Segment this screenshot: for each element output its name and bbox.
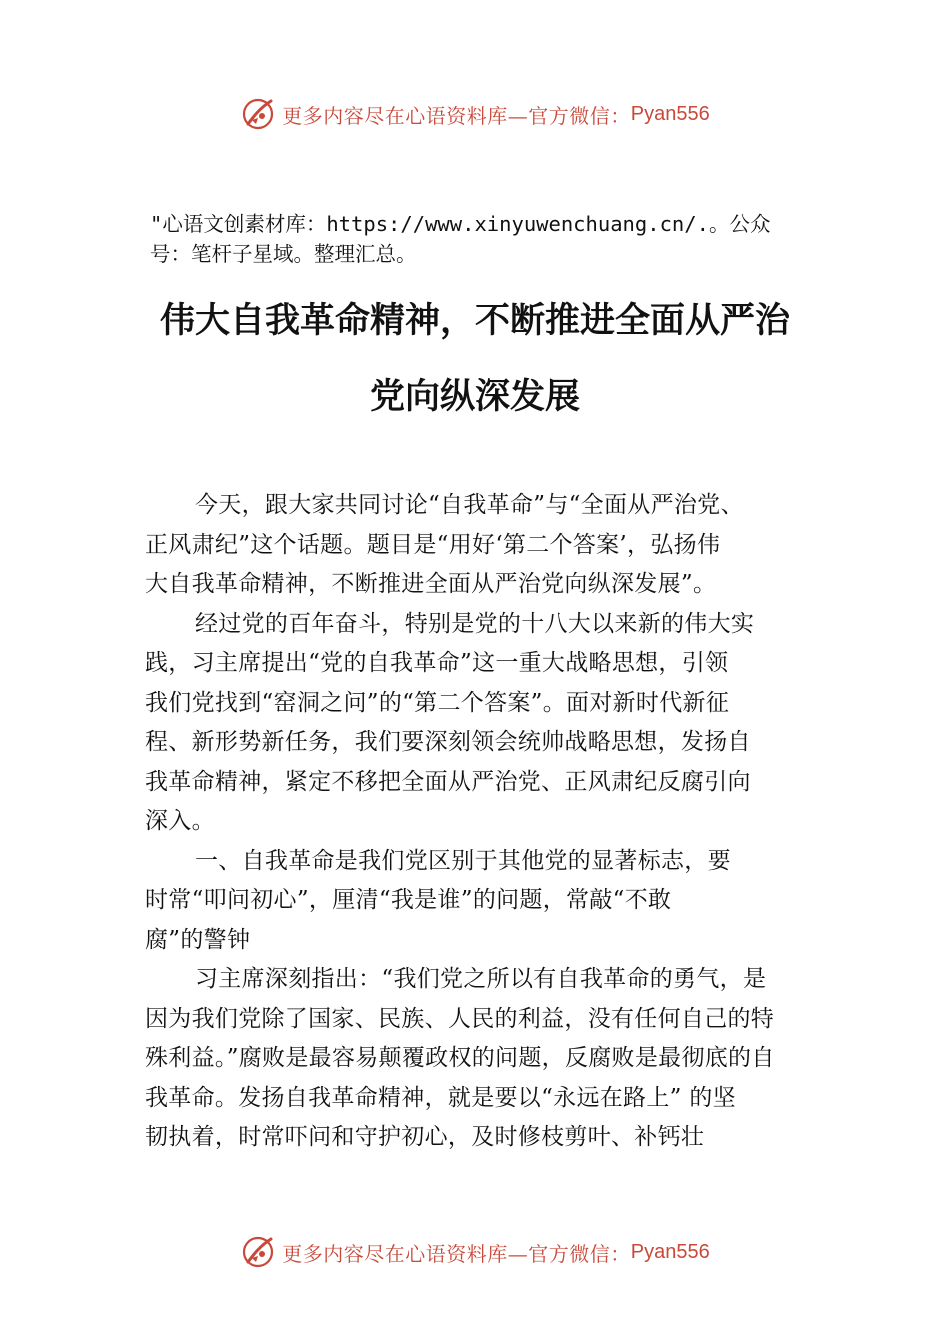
watermark-wechat-id: Pyan556 — [630, 102, 710, 125]
paragraph-line: 程、新形势新任务，我们要深刻领会统帅战略思想，发扬自 — [145, 729, 751, 755]
watermark-wechat-id: Pyan556 — [630, 1240, 710, 1263]
section-heading-line: 时常“叩问初心”，厘清“我是谁”的问题，常敲“不敢 — [145, 887, 672, 913]
brand-logo-icon — [240, 96, 276, 132]
paragraph-line: 正风肃纪”这个话题。题目是“用好‘第二个答案’，弘扬伟 — [145, 531, 721, 558]
paragraph-line: 我革命。发扬自我革命精神，就是要以“永远在路上” 的坚 — [145, 1084, 736, 1111]
document-title-line-1: 伟大自我革命精神，不断推进全面从严治 — [159, 301, 790, 341]
source-note — [150, 209, 850, 269]
document-body — [145, 486, 815, 1158]
paragraph-line: 践，习主席提出“党的自我革命”这一重大战略思想，引领 — [145, 650, 729, 676]
paragraph-line: 我革命精神，紧定不移把全面从严治党、正风肃纪反腐引向 — [145, 768, 751, 795]
section-heading-line: 腐”的警钟 — [145, 926, 251, 953]
section-heading-line: 一、自我革命是我们党区别于其他党的显著标志，要 — [195, 847, 731, 874]
brand-logo-icon — [240, 1234, 276, 1270]
source-note-line: "心语文创素材库：https://www.xinyuwenchuang.cn/.。公众 — [150, 212, 771, 236]
watermark-text: 更多内容尽在心语资料库—官方微信： — [282, 103, 631, 128]
paragraph-line: 殊利益。”腐败是最容易颠覆政权的问题，反腐败是最彻底的自 — [145, 1045, 775, 1071]
paragraph-line: 因为我们党除了国家、民族、人民的利益，没有任何自己的特 — [145, 1005, 775, 1032]
paragraph-line: 习主席深刻指出：“我们党之所以有自我革命的勇气，是 — [195, 966, 767, 992]
paragraph-line: 大自我革命精神，不断推进全面从严治党向纵深发展”。 — [145, 571, 717, 597]
source-note-line: 号：笔杆子星域。整理汇总。 — [150, 242, 417, 266]
watermark-banner-top — [0, 94, 950, 134]
watermark-banner-bottom — [0, 1232, 950, 1272]
paragraph-line: 韧执着，时常吓问和守护初心，及时修枝剪叶、补钙壮 — [145, 1124, 705, 1150]
document-title-line-2: 党向纵深发展 — [369, 377, 580, 417]
paragraph-line: 深入。 — [145, 808, 215, 834]
paragraph-line: 我们党找到“窑洞之问”的“第二个答案”。面对新时代新征 — [145, 689, 730, 716]
paragraph-line: 今天，跟大家共同讨论“自我革命”与“全面从严治党、 — [195, 492, 744, 518]
paragraph-line: 经过党的百年奋斗，特别是党的十八大以来新的伟大实 — [195, 610, 755, 637]
watermark-text: 更多内容尽在心语资料库—官方微信： — [282, 1241, 631, 1266]
